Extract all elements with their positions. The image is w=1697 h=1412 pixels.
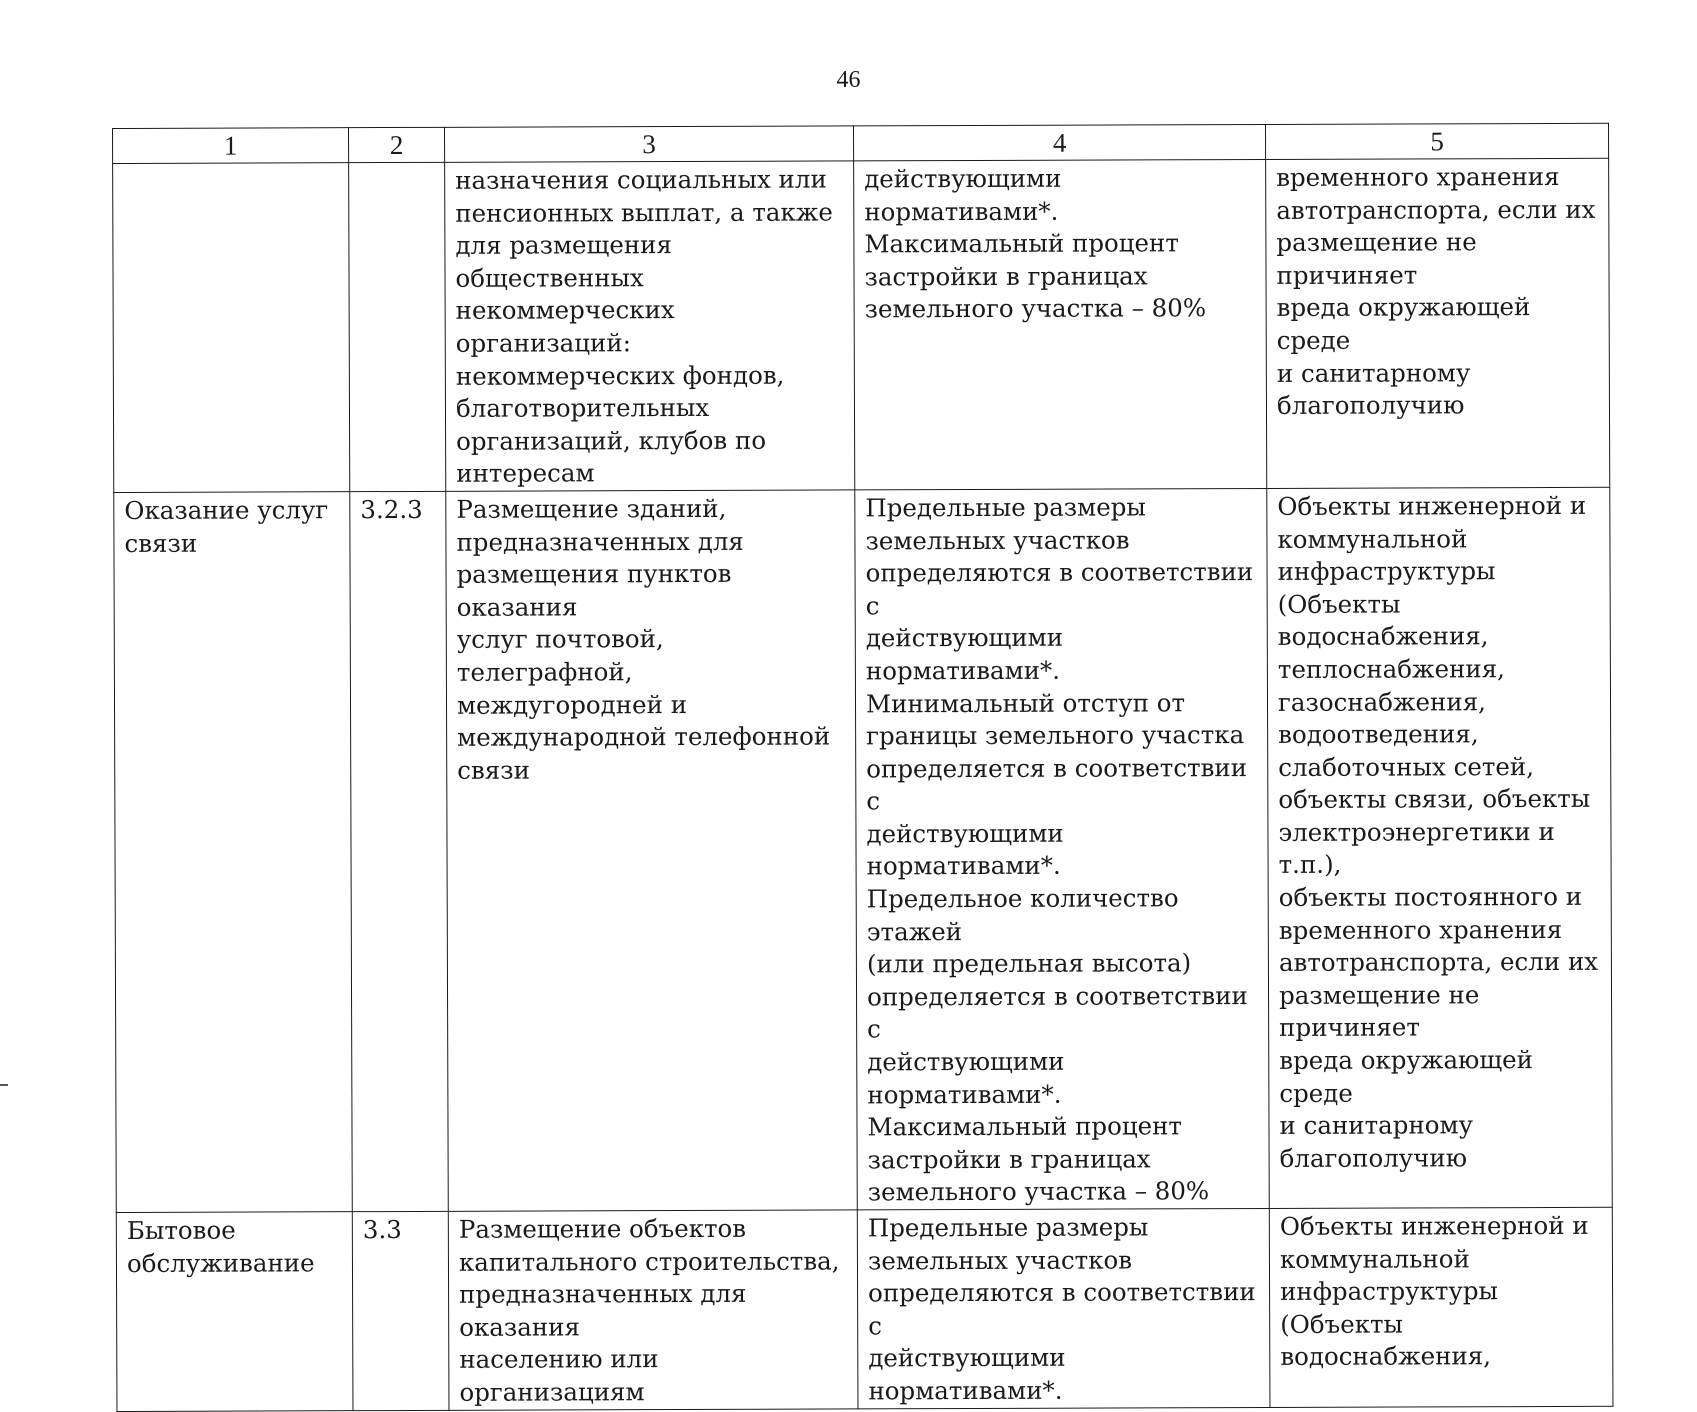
row-parameters-cell — [854, 159, 1267, 489]
row-description-cell — [448, 1210, 858, 1410]
table-row — [113, 158, 1610, 492]
row-description-cell — [445, 161, 855, 491]
row-code-cell — [350, 491, 449, 1211]
use-name-text: Оказание услуг связи — [124, 494, 339, 560]
table-row — [114, 487, 1613, 1212]
code-text: 3.2.3 — [360, 494, 435, 527]
auxiliary-uses-text: Объекты инженерной и коммунальной инфраструктуры (Объекты водоснабжения, теплоснабжения, газоснабжения, водоотведения, слаботочных сетей, объекты связи, объекты электроэнергетики и т.п.), объекты постоянного и временного хранения автотранспорта, если их размещение не причиняет вреда окружающей среде и санитарному благополучию — [1277, 490, 1601, 1176]
page-number: 46 — [0, 66, 1697, 94]
column-header-5: 5 — [1265, 123, 1608, 159]
parameters-text: действующими нормативами*. Максимальный процент застройки в границах земельного участка – 80% — [864, 162, 1256, 326]
row-use-name-cell — [113, 163, 350, 493]
row-code-cell — [349, 162, 446, 491]
parameters-text: Предельные размеры земельных участков определяются в соответствии с действующими нормативами*. — [868, 1211, 1260, 1408]
column-header-1: 1 — [113, 128, 349, 164]
land-use-table — [112, 123, 1613, 1412]
auxiliary-uses-text: Объекты инженерной и коммунальной инфраструктуры (Объекты водоснабжения, — [1280, 1210, 1603, 1374]
parameters-text: Предельные размеры земельных участков определяются в соответствии с действующими нормативами*. Минимальный отступ от границы земельного участка определяется в соответствии с действующими нормативами*. Предельное количество этажей (или предельная высота) определяется в соответствии с действующими нормативами*. Максимальный процент застройки в границах земельного участка – 80% — [865, 491, 1259, 1209]
column-header-2: 2 — [349, 127, 445, 162]
row-parameters-cell — [857, 1208, 1270, 1408]
description-text: Размещение зданий, предназначенных для размещения пунктов оказания услуг почтовой, телеграфной, междугородней и международной телефонной связи — [456, 492, 845, 787]
row-parameters-cell — [855, 488, 1270, 1209]
row-description-cell — [446, 490, 858, 1211]
scan-margin-mark — [0, 1084, 8, 1086]
row-use-name-cell — [116, 1212, 353, 1411]
use-name-text: Бытовое обслуживание — [127, 1214, 342, 1280]
row-auxiliary-uses-cell — [1269, 1207, 1613, 1407]
code-text: 3.3 — [363, 1214, 438, 1247]
use-name-text — [123, 165, 338, 166]
row-auxiliary-uses-cell — [1266, 158, 1610, 488]
row-use-name-cell — [114, 492, 353, 1213]
table-header-row — [113, 123, 1609, 163]
row-code-cell — [352, 1211, 449, 1410]
auxiliary-uses-text: временного хранения автотранспорта, если их размещение не причиняет вреда окружающей среде и санитарному благополучию — [1276, 161, 1599, 423]
table-row — [116, 1207, 1613, 1411]
column-header-4: 4 — [853, 124, 1265, 160]
description-text: Размещение объектов капитального строительства, предназначенных для оказания населению или организациям — [459, 1212, 848, 1409]
column-header-3: 3 — [444, 126, 853, 162]
description-text: назначения социальных или пенсионных выплат, а также для размещения общественных некоммерческих организаций: некоммерческих фондов, благотворительных организаций, клубов по интересам — [455, 163, 844, 490]
row-auxiliary-uses-cell — [1267, 487, 1613, 1208]
